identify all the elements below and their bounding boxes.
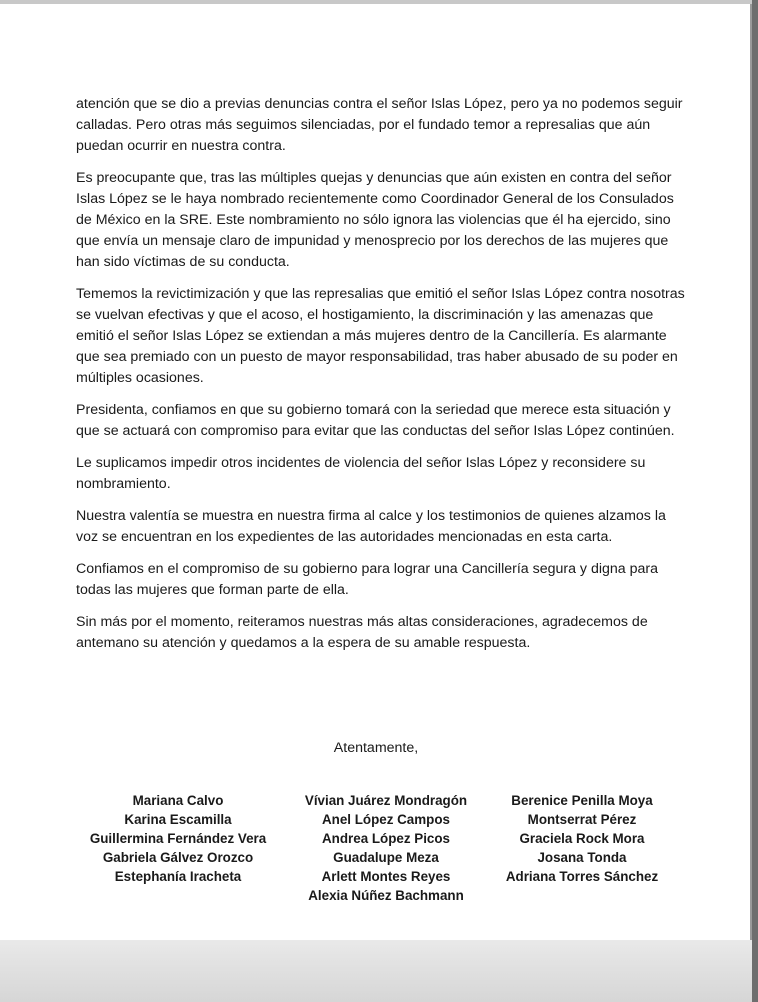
signatories-column-3 (482, 791, 682, 886)
paragraph-5: Le suplicamos impedir otros incidentes de violencia del señor Islas López y reconsidere su nombramiento. (76, 455, 646, 492)
paragraph-7: Confiamos en el compromiso de su gobierno para lograr una Cancillería segura y digna para todas las mujeres que forman parte de ella. (76, 561, 659, 598)
signatory-name: Anel López Campos (322, 812, 450, 827)
signatory-name: Estephanía Iracheta (114, 869, 242, 884)
document-page (0, 4, 752, 940)
signatory-name: Graciela Rock Mora (519, 831, 645, 846)
signatory-name: Guillermina Fernández Vera (89, 831, 267, 846)
paragraph-4: Presidenta, confiamos en que su gobierno tomará con la seriedad que merece esta situación y que se actuará con compromiso para evitar que las conductas del señor Islas López continúen. (76, 402, 675, 439)
viewer-edge (752, 0, 758, 1002)
paragraph-6: Nuestra valentía se muestra en nuestra firma al calce y los testimonios de quienes alzamos la voz se encuentran en los expedientes de las autoridades mencionadas en esta carta. (76, 508, 666, 545)
signatory-name: Arlett Montes Reyes (321, 869, 451, 884)
signatories-column-1 (78, 791, 278, 886)
paragraph-8: Sin más por el momento, reiteramos nuestras más altas consideraciones, agradecemos de antemano su atención y quedamos a la espera de su amable respuesta. (76, 614, 648, 651)
signatory-name: Josana Tonda (537, 850, 627, 865)
signatory-name: Alexia Núñez Bachmann (308, 888, 464, 903)
signatory-name: Berenice Penilla Moya (511, 793, 653, 808)
signatory-name: Mariana Calvo (132, 793, 224, 808)
letter-body (76, 94, 688, 665)
paragraph-3: Tememos la revictimización y que las represalias que emitió el señor Islas López contra nosotras se vuelvan efectivas y que el acoso, el hostigamiento, la discriminación y las amenazas que emitió el señor Islas López se extiendan a más mujeres dentro de la Cancillería. Es alarmante que sea premiado con un puesto de mayor responsabilidad, tras haber abusado de su poder en múltiples ocasiones. (76, 286, 685, 386)
signatory-name: Andrea López Picos (322, 831, 450, 846)
signatories-column-2 (286, 791, 486, 905)
signatory-name: Gabriela Gálvez Orozco (102, 850, 254, 865)
paragraph-1: atención que se dio a previas denuncias contra el señor Islas López, pero ya no podemos seguir calladas. Pero otras más seguimos silenciadas, por el fundado temor a represalias que aún puedan ocurrir en nuestra contra. (76, 96, 683, 154)
signatory-name: Adriana Torres Sánchez (505, 869, 659, 884)
signatory-name: Karina Escamilla (124, 812, 232, 827)
page-bottom-shadow (0, 940, 752, 1002)
closing-salutation: Atentamente, (333, 740, 419, 756)
signatory-name: Montserrat Pérez (527, 812, 637, 827)
signatory-name: Guadalupe Meza (333, 850, 439, 865)
paragraph-2: Es preocupante que, tras las múltiples quejas y denuncias que aún existen en contra del señor Islas López se le haya nombrado recientemente como Coordinador General de los Consulados de México en la SRE. Este nombramiento no sólo ignora las violencias que él ha ejercido, sino que envía un mensaje claro de impunidad y menosprecio por los derechos de las mujeres que han sido víctimas de su conducta. (76, 170, 674, 270)
signatory-name: Vívian Juárez Mondragón (304, 793, 468, 808)
